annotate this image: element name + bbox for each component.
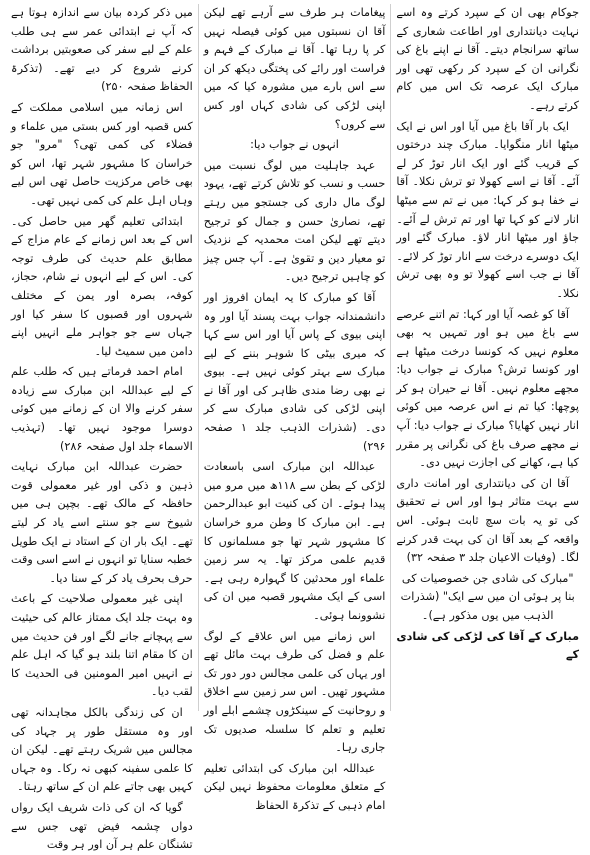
paragraph: اس زمانے میں اس علاقے کے لوگ علم و فضل کی طرف بہت مائل تھے اور یہاں کی علمی مجالس دور دور تک مشہور تھیں۔ اس سر زمین سے اخلاق و روحانیت کے سینکڑوں چشمے ابلے اور تعلیم و تعلم کا سلسلہ صدیوں تک جاری رہا۔ — [203, 629, 386, 755]
paragraph: گویا کہ ان کی ذات شریف ایک رواں دواں چشمہ فیض تھی جس سے تشنگان علم ہر آن اور ہر وقت — [11, 800, 193, 852]
paragraph: انہوں نے جواب دیا: — [250, 138, 339, 152]
paragraph: آقا کو غصہ آیا اور کہا: تم اتنے عرصے سے باغ میں ہو اور تمہیں یہ بھی معلوم نہیں کہ کونسا درخت میٹھا ہے اور کونسا ترش؟ مبارک نے جواب دیا: مجھے معلوم نہیں۔ آقا نے حیران ہو کر پوچھا: کیا تم نے اس عرصہ میں کوئی انار نہیں کھایا؟ مبارک نے جواب دیا: آپ نے مجھے صرف باغ کی نگرانی پر مقرر کیا ہے، کھانے کی اجازت نہیں دی۔ — [396, 307, 579, 470]
paragraph: آقا کو مبارک کا یہ ایمان افروز اور دانشمندانہ جواب بہت پسند آیا اور وہ اپنی بیوی کے پاس آیا اور اس سے کہا کہ میری بیٹی کا شوہر بننے کے لیے مبارک سے بہتر کوئی نہیں ہے۔ بیوی نے بھی رضا مندی ظاہر کی اور آقا نے اپنی لڑکی کی شادی مبارک سے کر دی۔ (شذرات الذہب جلد ۱ صفحہ ۲۹۶) — [203, 290, 386, 453]
paragraph: حضرت عبداللہ ابن مبارک نہایت ذہین و ذکی اور غیر معمولی قوت حافظہ کے مالک تھے۔ بچپن ہی میں شیوخ سے جو سنتے اسے یاد کر لیتے تھے۔ ایک بار ان کے استاد نے ایک طویل خطبہ سنایا تو انہوں نے اسے اسی وقت حرف بحرف یاد کر کے سنا دیا۔ — [11, 460, 193, 585]
column-left — [6, 4, 199, 852]
column-middle — [199, 4, 392, 812]
paragraph: ان کی زندگی بالکل مجاہدانہ تھی اور وہ مستقل طور پر جہاد کی مجالس میں شریک رہتے تھے۔ لیکن ان کا علمی سفینہ کبھی نہ رکا۔ وہ جہاں کہیں بھی جاتے علم ان کے ساتھ رہتا۔ — [11, 705, 193, 794]
paragraph: اس زمانہ میں اسلامی مملکت کے کس قصبہ اور کس بستی میں علماء و فضلاء کی کمی تھی؟ "مرو" جو خراسان کا مشہور شہر تھا، اس کو بھی خاص مرکزیت حاصل تھی اس لیے وہاں اہل علم کی کمی نہیں تھی۔ — [11, 100, 193, 207]
paragraph: پیغامات ہر طرف سے آرہے تھے لیکن آقا ان نسبتوں میں کوئی فیصلہ نہیں کر پا رہا تھا۔ آقا نے مبارک کے فہم و فراست اور رائے کی پختگی دیکھ کر ان سے اس بارے میں مشورہ کیا کہ میں اپنی لڑکی کی شادی کہاں اور کس سے کروں؟ — [203, 6, 386, 131]
paragraph: ابتدائی تعلیم گھر میں حاصل کی۔ اس کے بعد اس زمانے کے عام مزاج کے مطابق علم حدیث کی طرف توجہ کی۔ اس کے لیے انہوں نے شام، حجاز، کوفہ، بصرہ اور یمن کے مختلف شہروں اور قصبوں کا سفر کیا اور جہاں سے جو جواہر ملے انہیں اپنے دامن میں سمیٹ لیا۔ — [11, 214, 193, 358]
paragraph: اپنی غیر معمولی صلاحیت کے باعث وہ بہت جلد ایک ممتاز عالم کی حیثیت سے پہچانے جانے لگے اور فن حدیث میں ان کا مقام اتنا بلند ہو گیا کہ اہل علم نے انہیں امیر المومنین فی الحدیث کا لقب دیا۔ — [11, 592, 193, 699]
paragraph: آقا ان کی دیانتداری اور امانت داری سے بہت متاثر ہوا اور اس نے تحقیق کی تو یہ بات سچ ثابت ہوئی۔ اس واقعہ کے بعد آقا ان کی بہت قدر کرنے لگا۔ (وفیات الاعیان جلد ۳ صفحہ ۳۲) — [396, 476, 579, 565]
paragraph: عہد جاہلیت میں لوگ نسبت میں حسب و نسب کو تلاش کرتے تھے، یہود لوگ مال داری کی جستجو میں رہتے تھے، نصاریٰ حسن و جمال کو ترجیح دیتے تھے لیکن امت محمدیہ کے نزدیک تو معیار دین و تقویٰ ہے۔ آپ جس چیز کو چاہیں ترجیح دیں۔ — [203, 158, 386, 284]
paragraph: ایک بار آقا باغ میں آیا اور اس نے ایک میٹھا انار منگوایا۔ مبارک چند درختوں کے قریب گئے اور ایک انار توڑ کر لے آئے۔ آقا نے اسے کھولا تو ترش نکلا۔ آقا نے خفا ہو کر کہا: میں نے تم سے میٹھا انار لانے کو کہا تھا اور تم ترش لے آئے۔ جاؤ اور میٹھا انار لاؤ۔ مبارک گئے اور ایک دوسرے درخت سے انار توڑ کر لائے۔ آقا نے جب اسے کھولا تو وہ بھی ترش نکلا۔ — [396, 119, 579, 300]
paragraph: میں ذکر کردہ بیان سے اندازہ ہوتا ہے کہ آپ نے ابتدائی عمر سے ہی طلب علم کے لیے سفر کی صعوبتیں برداشت کرنے شروع کر دیے تھے۔ (تذکرۃ الحفاظ صفحہ ۲۵۰) — [11, 6, 193, 94]
paragraph: مبارک کے آقا کی لڑکی کی شادی کے — [396, 629, 579, 662]
column-right — [391, 4, 584, 711]
quote-paragraph: "مبارک کی شادی جن خصوصیات کی بنا پر ہوئی ان میں سے ایک" (شذرات الذہب میں یوں مذکور ہے)۔ — [400, 571, 575, 622]
paragraph: عبداللہ ابن مبارک کی ابتدائی تعلیم کے متعلق معلومات محفوظ نہیں لیکن امام ذہبی کے تذکرۃ الحفاظ — [203, 761, 386, 812]
paragraph: جوکام بھی ان کے سپرد کرتے وہ اسے نہایت دیانتداری اور اطاعت شعاری کے ساتھ سرانجام دیتے۔ آقا نے اپنے باغ کی نگرانی ان کے سپرد کر رکھی تھی اور مبارک ایک عرصہ تک اس میں کام کرتے رہے۔ — [396, 6, 579, 112]
paragraph: عبداللہ ابن مبارک اسی باسعادت لڑکی کے بطن سے ۱۱۸ھ میں مرو میں پیدا ہوئے۔ ان کی کنیت ابو عبدالرحمن ہے۔ ابن مبارک کا وطن مرو خراسان کا مشہور شہر تھا جو مسلمانوں کا قدیم علمی مرکز تھا۔ یہ سر زمین علماء اور محدثین کا گہوارہ رہی ہے۔ اسی کے ایک مشہور قصبہ میں ان کی نشوونما ہوئی۔ — [203, 460, 386, 622]
paragraph: امام احمد فرماتے ہیں کہ طلب علم کے لیے عبداللہ ابن مبارک سے زیادہ سفر کرنے والا ان کے زمانے میں کوئی دوسرا موجود نہیں تھا۔ (تہذیب الاسماء جلد اول صفحہ ۲۸۶) — [11, 365, 193, 453]
text-columns — [6, 4, 584, 852]
